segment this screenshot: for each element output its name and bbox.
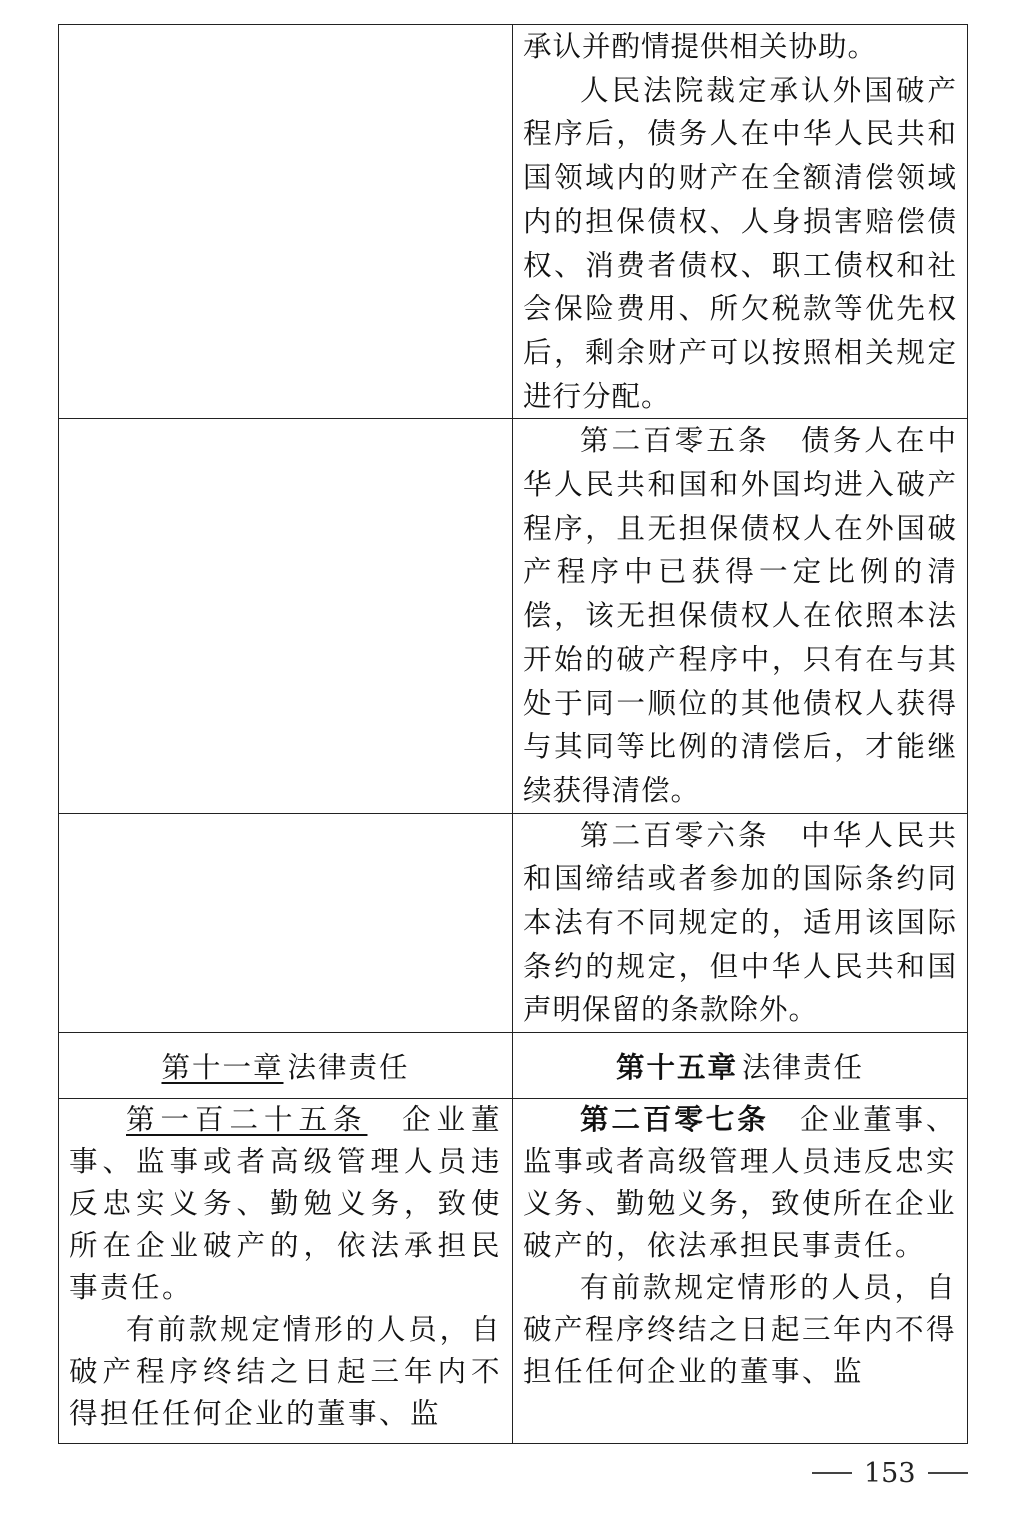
table-row [59,1099,968,1444]
page-number: 153 [864,1457,916,1489]
paragraph [523,1099,957,1267]
right-cell [513,1099,968,1444]
left-cell-empty [59,25,513,419]
left-chapter-heading [59,1033,513,1099]
left-cell [59,1099,513,1444]
article-text: 企业董事、监事或者高级管理人员违反忠实义务、勤勉义务，致使所在企业破产的，依法承担民事责任。 [523,1103,958,1263]
left-cell-empty [59,419,513,813]
chapter-title: 法律责任 [742,1051,865,1085]
right-cell [513,813,968,1033]
right-chapter-heading [513,1033,968,1099]
chapter-title: 法律责任 [287,1051,410,1085]
table-row [59,419,968,813]
paragraph: 承认并酌情提供相关协助。 [523,30,878,63]
table-row [59,25,968,419]
page-footer [800,1453,1000,1493]
chapter-row [59,1033,968,1099]
paragraph: 有前款规定情形的人员，自破产程序终结之日起三年内不得担任任何企业的董事、监 [523,1271,958,1389]
article-text: 企业董事、监事或者高级管理人员违反忠实义务、勤勉义务，致使所在企业破产的，依法承担民事责任。 [69,1103,502,1305]
comparison-table [58,24,968,1444]
left-cell-empty [59,813,513,1033]
chapter-number: 第十一章 [161,1051,284,1085]
footer-dash-left [812,1472,852,1474]
paragraph: 第二百零六条 中华人民共和国缔结或者参加的国际条约同本法有不同规定的，适用该国际条约的规定，但中华人民共和国声明保留的条款除外。 [523,818,957,1027]
table-row [59,813,968,1033]
right-cell [513,25,968,419]
paragraph: 有前款规定情形的人员，自破产程序终结之日起三年内不得担任任何企业的董事、监 [69,1313,502,1431]
paragraph: 第二百零五条 债务人在中华人民共和国和外国均进入破产程序，且无担保债权人在外国破产程序中已获得一定比例的清偿，该无担保债权人在依照本法开始的破产程序中，只有在与其处于同一顺位的其他债权人获得与其同等比例的清偿后，才能继续获得清偿。 [523,424,957,807]
chapter-number: 第十五章 [615,1051,738,1085]
footer-dash-right [928,1472,968,1474]
right-cell [513,419,968,813]
paragraph: 人民法院裁定承认外国破产程序后，债务人在中华人民共和国领域内的财产在全额清偿领域内的担保债权、人身损害赔偿债权、消费者债权、职工债权和社会保险费用、所欠税款等优先权后，剩余财产可以按照相关规定进行分配。 [523,73,957,413]
paragraph [69,1099,502,1309]
article-number: 第一百二十五条 [126,1103,368,1137]
article-number: 第二百零七条 [580,1103,769,1137]
